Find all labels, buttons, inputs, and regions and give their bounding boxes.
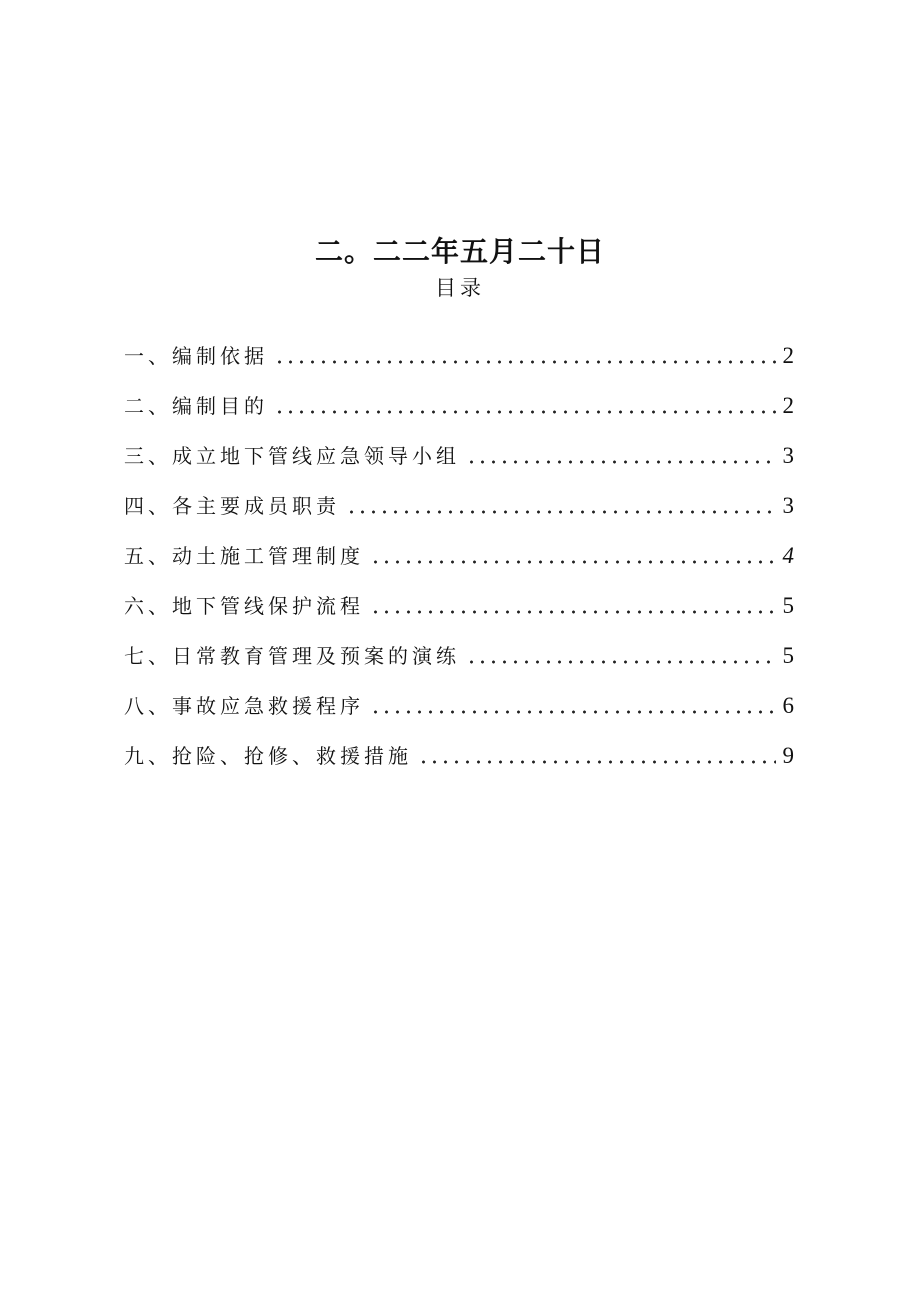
- toc-entry-label: 八、事故应急救援程序: [124, 694, 364, 718]
- toc-dot-leader: [466, 460, 776, 464]
- toc-dot-leader: [370, 710, 776, 714]
- toc-entry-2[interactable]: [124, 372, 794, 422]
- toc-dot-leader: [274, 410, 776, 414]
- table-of-contents: [124, 322, 794, 772]
- toc-entry-4[interactable]: [124, 472, 794, 522]
- date-heading: 二。二二年五月二十日: [314, 235, 605, 268]
- toc-page-number: 3: [782, 493, 794, 518]
- toc-dot-leader: [370, 560, 776, 564]
- toc-entry-5[interactable]: [124, 522, 794, 572]
- toc-page-number: 2: [782, 393, 794, 418]
- toc-entry-label: 四、各主要成员职责: [124, 494, 340, 518]
- toc-title: 目录: [435, 276, 485, 300]
- toc-entry-label: 一、编制依据: [124, 344, 268, 368]
- toc-dot-leader: [370, 610, 776, 614]
- toc-entry-label: 六、地下管线保护流程: [124, 594, 364, 618]
- toc-entry-8[interactable]: [124, 672, 794, 722]
- toc-page-number: 9: [782, 743, 794, 768]
- toc-dot-leader: [418, 760, 776, 764]
- toc-dot-leader: [274, 360, 776, 364]
- toc-entry-label: 七、日常教育管理及预案的演练: [124, 644, 460, 668]
- toc-entry-3[interactable]: [124, 422, 794, 472]
- toc-entry-label: 五、动土施工管理制度: [124, 544, 364, 568]
- toc-page-number: 4: [782, 543, 794, 568]
- toc-entry-9[interactable]: [124, 722, 794, 772]
- toc-page-number: 3: [782, 443, 794, 468]
- toc-dot-leader: [466, 660, 776, 664]
- toc-page-number: 5: [782, 593, 794, 618]
- toc-entry-label: 三、成立地下管线应急领导小组: [124, 444, 460, 468]
- toc-page-number: 2: [782, 343, 794, 368]
- toc-entry-6[interactable]: [124, 572, 794, 622]
- toc-dot-leader: [346, 510, 776, 514]
- toc-entry-1[interactable]: [124, 322, 794, 372]
- toc-page-number: 5: [782, 643, 794, 668]
- toc-entry-label: 九、抢险、抢修、救援措施: [124, 744, 412, 768]
- toc-entry-7[interactable]: [124, 622, 794, 672]
- toc-entry-label: 二、编制目的: [124, 394, 268, 418]
- toc-page-number: 6: [782, 693, 794, 718]
